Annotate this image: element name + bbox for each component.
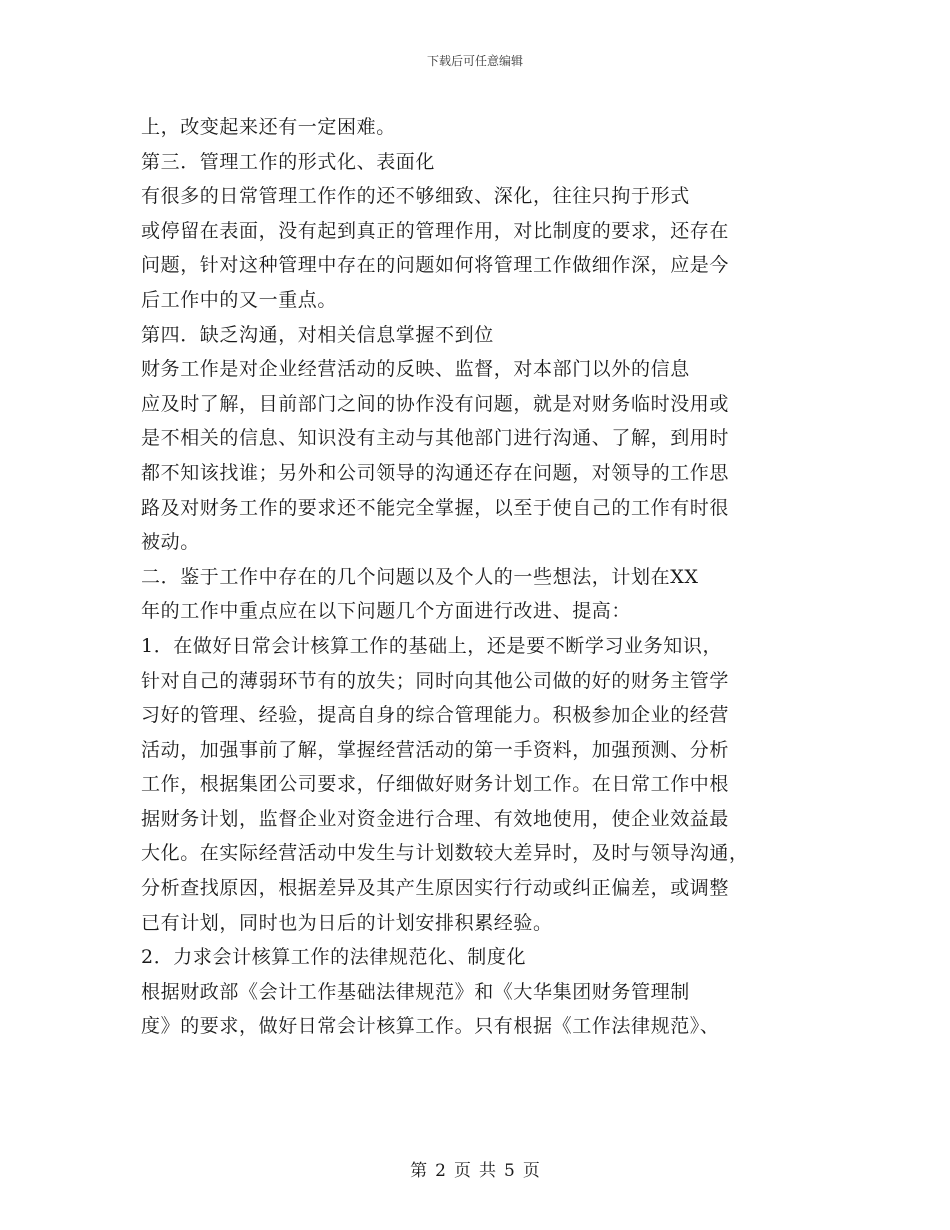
list-item-heading: 1．在做好日常会计核算工作的基础上，还是要不断学习业务知识， (141, 634, 723, 657)
section-heading: 第三．管理工作的形式化、表面化 (141, 150, 436, 173)
text-line: 问题，针对这种管理中存在的问题如何将管理工作做细作深，应是今 (141, 254, 730, 277)
footer-total-pages: 5 (504, 1161, 515, 1181)
text-line: 工作，根据集团公司要求，仔细做好财务计划工作。在日常工作中根 (141, 773, 730, 796)
text-line: 被动。 (141, 531, 200, 554)
text-line: 已有计划，同时也为日后的计划安排积累经验。 (141, 911, 553, 934)
footer-label-ye: 页 (454, 1161, 471, 1181)
text-line: 活动，加强事前了解，掌握经营活动的第一手资料，加强预测、分析 (141, 738, 730, 761)
section-heading: 二．鉴于工作中存在的几个问题以及个人的一些想法，计划在XX (141, 565, 699, 588)
text-line: 大化。在实际经营活动中发生与计划数较大差异时，及时与领导沟通， (141, 842, 749, 865)
text-line: 据财务计划，监督企业对资金进行合理、有效地使用，使企业效益最 (141, 807, 730, 830)
text-line: 后工作中的又一重点。 (141, 288, 338, 311)
document-body (141, 110, 821, 1044)
text-line: 财务工作是对企业经营活动的反映、监督，对本部门以外的信息 (141, 358, 690, 381)
footer-label-total: 共 (479, 1161, 496, 1181)
text-line: 分析查找原因，根据差异及其产生原因实行行动或纠正偏差，或调整 (141, 877, 730, 900)
text-line: 上，改变起来还有一定困难。 (141, 116, 396, 138)
list-item-heading: 2．力求会计核算工作的法律规范化、制度化 (141, 946, 527, 969)
text-line: 习好的管理、经验，提高自身的综合管理能力。积极参加企业的经营 (141, 704, 730, 727)
page-footer (0, 1156, 950, 1181)
text-line: 应及时了解，目前部门之间的协作没有问题，就是对财务临时没用或 (141, 392, 730, 415)
text-line: 有很多的日常管理工作作的还不够细致、深化，往往只拘于形式 (141, 185, 690, 208)
footer-label-ye2: 页 (522, 1161, 540, 1181)
text-line: 根据财政部《会计工作基础法律规范》和《大华集团财务管理制 (141, 980, 690, 1003)
text-line: 都不知该找谁；另外和公司领导的沟通还存在问题，对领导的工作思 (141, 461, 730, 484)
section-heading: 第四．缺乏沟通，对相关信息掌握不到位 (141, 323, 494, 346)
text-line: 度》的要求，做好日常会计核算工作。只有根据《工作法律规范》、 (141, 1015, 720, 1038)
text-line: 是不相关的信息、知识没有主动与其他部门进行沟通、了解，到用时 (141, 427, 730, 450)
text-line: 路及对财务工作的要求还不能完全掌握，以至于使自己的工作有时很 (141, 496, 730, 519)
page-header-note: 下载后可任意编辑 (426, 54, 523, 68)
footer-label-page: 第 (410, 1161, 428, 1181)
text-line: 或停留在表面，没有起到真正的管理作用，对比制度的要求，还存在 (141, 219, 730, 242)
footer-current-page: 2 (435, 1161, 446, 1181)
text-line: 针对自己的薄弱环节有的放失；同时向其他公司做的好的财务主管学 (141, 669, 730, 692)
text-line: 年的工作中重点应在以下问题几个方面进行改进、提高： (141, 600, 632, 623)
